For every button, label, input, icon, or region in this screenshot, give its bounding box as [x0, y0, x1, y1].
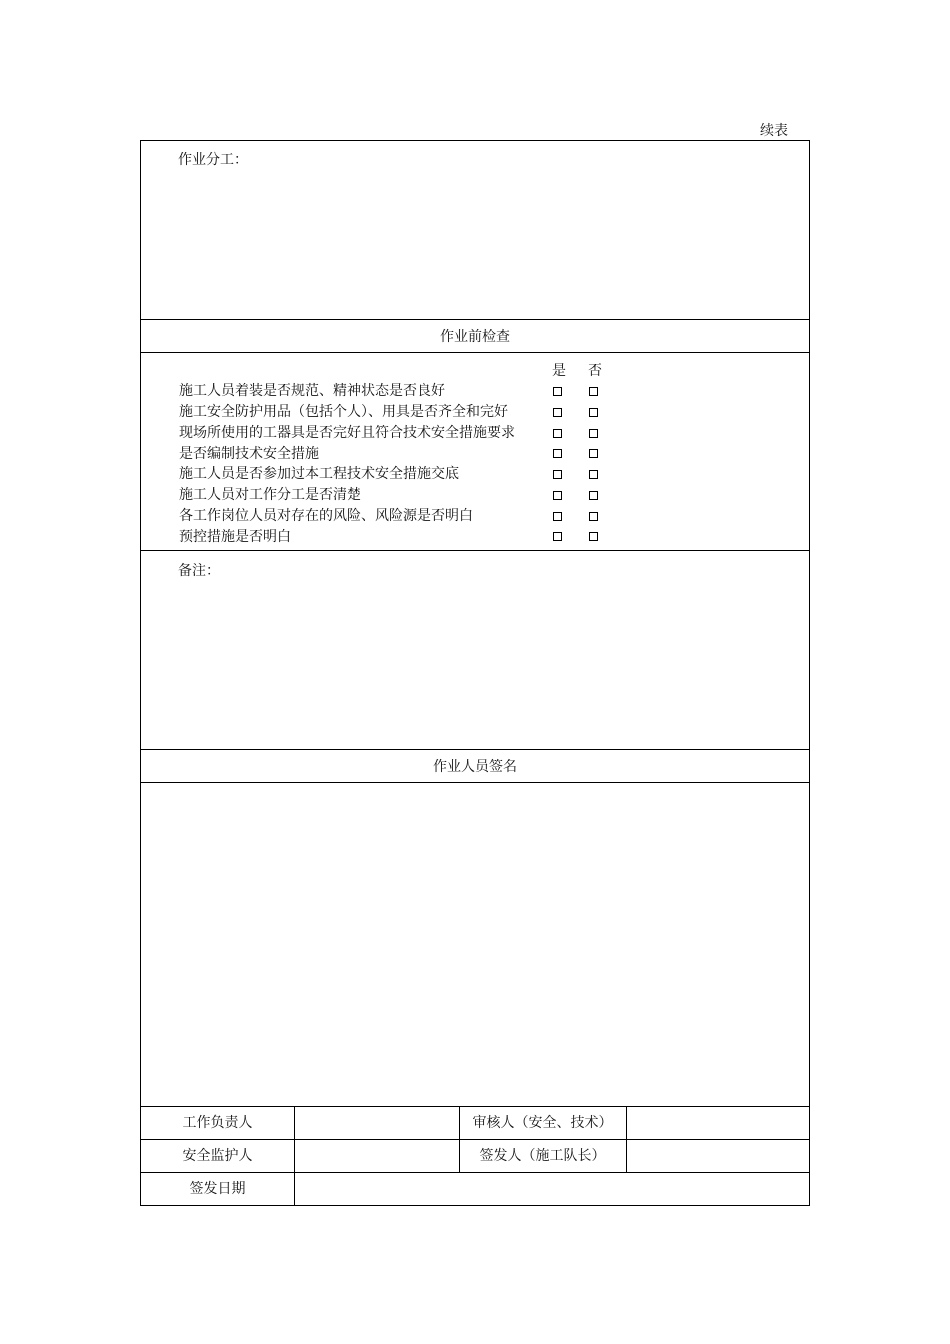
yes-checkbox[interactable] [553, 532, 562, 541]
yes-column-header: 是 [552, 363, 566, 379]
issuer-field[interactable] [627, 1140, 807, 1172]
signature-section-title: 作业人员签名 [433, 759, 517, 775]
no-checkbox[interactable] [589, 429, 598, 438]
no-checkbox[interactable] [589, 408, 598, 417]
safety-supervisor-label: 安全监护人 [182, 1148, 253, 1164]
check-item-label: 是否编制技术安全措施 [179, 446, 319, 462]
check-item-label: 施工安全防护用品（包括个人）、用具是否齐全和完好 [179, 404, 508, 420]
reviewer-field[interactable] [627, 1107, 807, 1139]
divider [141, 782, 809, 783]
yes-checkbox[interactable] [553, 512, 562, 521]
check-item-label: 各工作岗位人员对存在的风险、风险源是否明白 [179, 508, 473, 524]
yes-checkbox[interactable] [553, 470, 562, 479]
issue-date-label: 签发日期 [189, 1181, 246, 1197]
no-checkbox[interactable] [589, 491, 598, 500]
check-item-label: 施工人员是否参加过本工程技术安全措施交底 [179, 466, 459, 482]
check-item-label: 施工人员着装是否规范、精神状态是否良好 [179, 383, 445, 399]
work-division-field[interactable] [291, 181, 791, 311]
no-checkbox[interactable] [589, 532, 598, 541]
remarks-label: 备注： [178, 563, 220, 579]
no-checkbox[interactable] [589, 512, 598, 521]
work-leader-field[interactable] [295, 1107, 459, 1139]
work-leader-label: 工作负责人 [182, 1115, 253, 1131]
issuer-label: 签发人（施工队长） [479, 1148, 606, 1164]
work-ticket-form [140, 140, 810, 1206]
divider [141, 749, 809, 750]
work-division-label: 作业分工： [178, 152, 248, 168]
yes-checkbox[interactable] [553, 408, 562, 417]
safety-supervisor-field[interactable] [295, 1140, 459, 1172]
divider [141, 319, 809, 320]
yes-checkbox[interactable] [553, 429, 562, 438]
check-item-label: 施工人员对工作分工是否清楚 [179, 487, 361, 503]
check-item-label: 预控措施是否明白 [179, 529, 291, 545]
yes-checkbox[interactable] [553, 491, 562, 500]
pre-work-check-title: 作业前检查 [440, 329, 510, 345]
divider [141, 352, 809, 353]
check-item-label: 现场所使用的工器具是否完好且符合技术安全措施要求 [179, 425, 515, 441]
continuation-label: 续表 [760, 123, 788, 139]
reviewer-label: 审核人（安全、技术） [472, 1115, 613, 1131]
no-checkbox[interactable] [589, 470, 598, 479]
issue-date-field[interactable] [295, 1173, 805, 1205]
signatures-field[interactable] [161, 801, 791, 1081]
yes-checkbox[interactable] [553, 449, 562, 458]
yes-checkbox[interactable] [553, 387, 562, 396]
no-column-header: 否 [588, 363, 602, 379]
no-checkbox[interactable] [589, 449, 598, 458]
divider [141, 550, 809, 551]
no-checkbox[interactable] [589, 387, 598, 396]
remarks-field[interactable] [241, 586, 791, 736]
